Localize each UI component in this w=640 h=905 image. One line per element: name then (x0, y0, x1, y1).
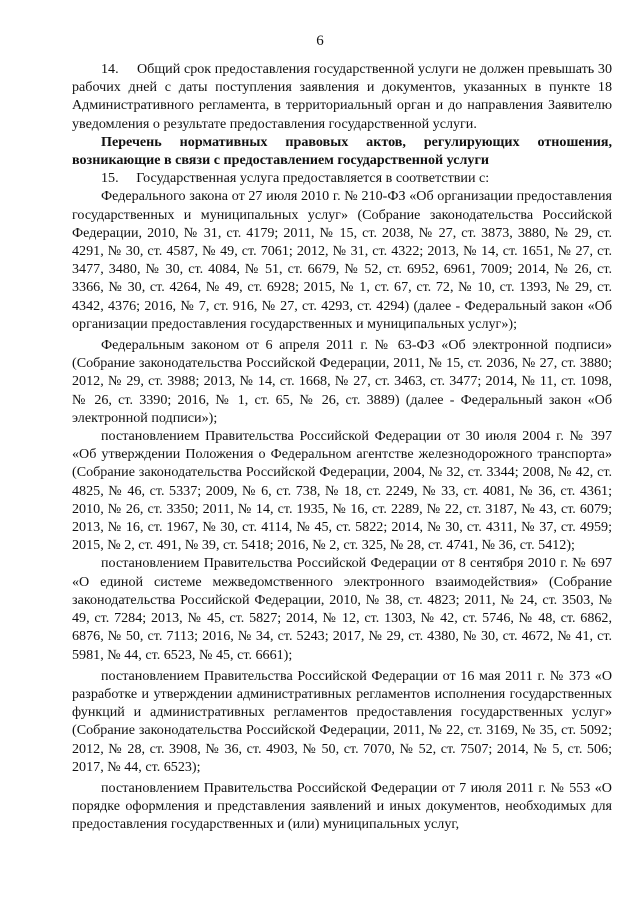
paragraph-15-intro: 15. Государственная услуга предоставляется в соответствии с: (101, 170, 490, 187)
paragraph-law-210-fz: Федерального закона от 27 июля 2010 г. № 210-ФЗ «Об организации предоставления государственных и муниципальных услуг» (Собрание законодательства Российской Федерации, 2010, № 31, ст. 4179; 2011, № 15, ст. 2038, № 27, ст. 3873, 3880, № 29, ст. 4291, № 30, ст. 4587, № 49, ст. 7061; 2012, № 31, ст. 4322; 2013, № 14, ст. 1651, № 27, ст. 3477, 3480, № 30, ст. 4084, № 51, ст. 6679, № 52, ст. 6952, 6961, 7009; 2014, № 26, ст. 3366, № 30, ст. 4264, № 49, ст. 6928; 2015, № 1, ст. 67, ст. 72, № 10, ст. 1393, № 29, ст. 4342, 4376; 2016, № 7, ст. 916, № 27, ст. 4293, ст. 4294) (далее - Федеральный закон «Об организации предоставления государственных и муниципальных услуг»); (72, 188, 612, 332)
paragraph-law-63-fz: Федеральным законом от 6 апреля 2011 г. № 63-ФЗ «Об электронной подписи» (Собрание законодательства Российской Федерации, 2011, № 15, ст. 2036, № 27, ст. 3880; 2012, № 29, ст. 3988; 2013, № 14, ст. 1668, № 27, ст. 3463, ст. 3477; 2014, № 11, ст. 1098, № 26, ст. 3390; 2016, № 1, ст. 65, № 26, ст. 3889) (далее - Федеральный закон «Об электронной подписи»); (72, 337, 612, 426)
paragraph-decree-397: постановлением Правительства Российской Федерации от 30 июля 2004 г. № 397 «Об утверждении Положения о Федеральном агентстве железнодорожного транспорта» (Собрание законодательства Российской Федерации, 2004, № 32, ст. 3344; 2008, № 42, ст. 4825, № 46, ст. 5337; 2009, № 6, ст. 738, № 18, ст. 2249, № 33, ст. 4081, № 36, ст. 4361; 2010, № 26, ст. 3350; 2011, № 14, ст. 1935, № 16, ст. 2289, № 22, ст. 3187, № 43, ст. 6079; 2013, № 16, ст. 1967, № 30, ст. 4114, № 45, ст. 5822; 2014, № 30, ст. 4311, № 37, ст. 4959; 2015, № 2, ст. 491, № 39, ст. 5418; 2016, № 2, ст. 325, № 28, ст. 4741, № 36, ст. 5412); (72, 428, 612, 554)
paragraph-decree-373: постановлением Правительства Российской Федерации от 16 мая 2011 г. № 373 «О разработке и утверждении административных регламентов исполнения государственных функций и административных регламентов предоставления государственных услуг» (Собрание законодательства Российской Федерации, 2011, № 22, ст. 3169, № 35, ст. 5092; 2012, № 28, ст. 3908, № 36, ст. 4903, № 50, ст. 7070, № 52, ст. 7507; 2014, № 5, ст. 506; 2017, № 44, ст. 6523); (72, 667, 612, 775)
page-number: 6 (316, 33, 324, 49)
document-body (72, 60, 612, 834)
paragraph-decree-697: постановлением Правительства Российской Федерации от 8 сентября 2010 г. № 697 «О единой системе межведомственного электронного взаимодействия» (Собрание законодательства Российской Федерации, 2010, № 38, ст. 4823; 2011, № 24, ст. 3503, № 49, ст. 7284; 2013, № 45, ст. 5827; 2014, № 12, ст. 1303, № 42, ст. 5746, № 48, ст. 6862, 6876, № 50, ст. 7113; 2016, № 34, ст. 5243; 2017, № 29, ст. 4380, № 30, ст. 4672, № 41, ст. 5981, № 44, ст. 6523, № 45, ст. 6661); (72, 555, 612, 663)
section-heading-legal-acts: Перечень нормативных правовых актов, регулирующих отношения, возникающие в связи с предоставлением государственной услуги (72, 133, 612, 169)
paragraph-decree-553: постановлением Правительства Российской Федерации от 7 июля 2011 г. № 553 «О порядке оформления и представления заявлений и иных документов, необходимых для предоставления государственных и (или) муниципальных услуг, (72, 779, 612, 833)
paragraph-14-processing-time: 14. Общий срок предоставления государственной услуги не должен превышать 30 рабочих дней с даты поступления заявления и документов, указанных в пункте 18 Административного регламента, в территориальный орган и до направления Заявителю уведомления о результате предоставления государственной услуги. (72, 61, 612, 132)
